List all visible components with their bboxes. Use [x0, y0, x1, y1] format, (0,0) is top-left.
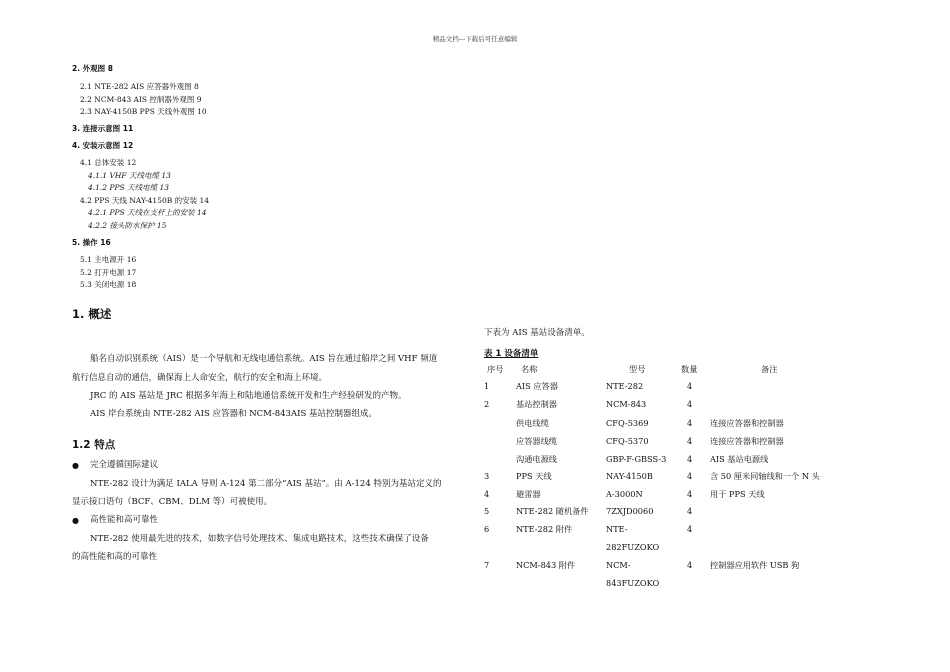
table-cell: 2: [484, 399, 490, 409]
bullet-text: 完全遵循国际建议: [90, 460, 159, 470]
toc-entry: 2.2 NCM-843 AIS 控制器外观图 9: [80, 95, 202, 104]
toc-entry: 2. 外观图 8: [72, 64, 114, 73]
toc-entry: 5. 操作 16: [72, 238, 111, 247]
toc-entry: 5.1 主电源开 16: [80, 255, 137, 264]
table-cell: NTE-282 附件: [516, 524, 573, 534]
toc-entry: 4.2.2 接头防水保护 15: [88, 221, 167, 230]
bullet-text: 高性能和高可靠性: [90, 515, 159, 525]
table-cell: PPS 天线: [516, 471, 552, 481]
table-cell: 4: [687, 418, 693, 428]
section-title: 1. 概述: [72, 307, 112, 321]
toc-entry: 5.2 打开电源 17: [80, 268, 137, 277]
table-cell: 避雷器: [516, 489, 541, 499]
paragraph: AIS 岸台系统由 NTE-282 AIS 应答器和 NCM-843AIS 基站控制器组成。: [90, 409, 377, 419]
table-cell: 含 50 厘米同轴线和一个 N 头: [710, 471, 820, 481]
toc-entry: 2.1 NTE-282 AIS 应答器外观图 8: [80, 82, 199, 91]
table-cell: 4: [687, 399, 693, 409]
table-cell: 3: [484, 471, 490, 481]
toc-entry: 4.1 总体安装 12: [80, 158, 137, 167]
table-cell: 1: [484, 381, 490, 391]
table-cell: CFQ-5369: [606, 418, 649, 428]
toc-entry: 4.2 PPS 天线 NAY-4150B 的安装 14: [80, 196, 210, 205]
toc-entry: 2.3 NAY-4150B PPS 天线外观图 10: [80, 107, 207, 116]
table-caption: 表 1 设备清单: [484, 349, 539, 359]
table-cell: 4: [687, 489, 693, 499]
toc-entry: 3. 连接示意图 11: [72, 124, 134, 133]
table-cell: 282FUZOKO: [606, 542, 660, 552]
table-cell: 连接应答器和控制器: [710, 418, 784, 428]
table-intro: 下表为 AIS 基站设备清单。: [484, 328, 590, 338]
table-cell: 843FUZOKO: [606, 578, 660, 588]
table-cell: 用于 PPS 天线: [710, 489, 765, 499]
table-cell: CFQ-5370: [606, 436, 649, 446]
table-cell: 沟通电源线: [516, 454, 557, 464]
paragraph: 的高性能和高的可靠性: [72, 552, 158, 562]
table-cell: NTE-282 随机备件: [516, 506, 589, 516]
toc-entry: 4.2.1 PPS 天线在支杆上的安装 14: [88, 208, 207, 217]
table-cell: 4: [687, 506, 693, 516]
table-cell: NCM-843 附件: [516, 560, 576, 570]
table-cell: 4: [687, 524, 693, 534]
table-cell: 基站控制器: [516, 399, 557, 409]
table-header-cell: 数量: [681, 364, 698, 374]
table-cell: 7ZXJD0060: [606, 506, 654, 516]
toc-entry: 4.1.1 VHF 天线电缆 13: [88, 171, 171, 180]
table-cell: NTE-: [606, 524, 628, 534]
table-cell: 4: [687, 454, 693, 464]
page-header: 精品文档---下载后可任意编辑: [432, 35, 518, 43]
table-cell: AIS 应答器: [516, 381, 558, 391]
table-cell: NCM-843: [606, 399, 647, 409]
paragraph: 航行信息自动的通信，确保海上人命安全，航行的安全和海上环境。: [72, 373, 328, 383]
table-cell: NCM-: [606, 560, 631, 570]
table-header-cell: 型号: [629, 364, 646, 374]
table-cell: 4: [687, 436, 693, 446]
table-cell: 7: [484, 560, 490, 570]
paragraph: JRC 的 AIS 基站是 JRC 根据多年海上和陆地通信系统开发和生产经验研发的产物。: [90, 391, 407, 401]
toc-entry: 4.1.2 PPS 天线电缆 13: [88, 183, 170, 192]
table-cell: 连接应答器和控制器: [710, 436, 784, 446]
table-cell: 4: [687, 381, 693, 391]
table-cell: NAY-4150B: [606, 471, 653, 481]
table-cell: 控制器应用软件 USB 狗: [710, 560, 800, 570]
paragraph: 显示接口语句（BCF、CBM、DLM 等）可被使用。: [72, 497, 273, 507]
paragraph: NTE-282 设计为满足 IALA 导则 A-124 第二部分“AIS 基站”。由 A-124 特别为基站定义的: [90, 479, 442, 489]
bullet-icon: ●: [72, 516, 79, 525]
table-cell: GBP-F-GBSS-3: [606, 454, 667, 464]
table-cell: 6: [484, 524, 490, 534]
paragraph: 船名自动识别系统（AIS）是一个导航和无线电通信系统。AIS 旨在通过船岸之间 VHF 频道: [90, 354, 438, 364]
table-cell: 供电线缆: [516, 418, 549, 428]
table-header-cell: 名称: [521, 364, 538, 374]
table-header-cell: 序号: [487, 364, 504, 374]
table-header-cell: 备注: [761, 364, 778, 374]
toc-entry: 4. 安装示意图 12: [72, 141, 134, 150]
toc-entry: 5.3 关闭电源 18: [80, 280, 137, 289]
table-cell: A-3000N: [606, 489, 643, 499]
table-cell: AIS 基站电源线: [710, 454, 769, 464]
paragraph: NTE-282 使用最先进的技术，如数字信号处理技术、集成电路技术，这些技术确保了设备: [90, 534, 429, 544]
table-cell: 4: [687, 471, 693, 481]
table-cell: 4: [687, 560, 693, 570]
table-cell: NTE-282: [606, 381, 644, 391]
table-cell: 应答器线缆: [516, 436, 557, 446]
bullet-icon: ●: [72, 461, 79, 470]
table-cell: 5: [484, 506, 490, 516]
subsection-title: 1.2 特点: [72, 439, 116, 451]
table-cell: 4: [484, 489, 490, 499]
